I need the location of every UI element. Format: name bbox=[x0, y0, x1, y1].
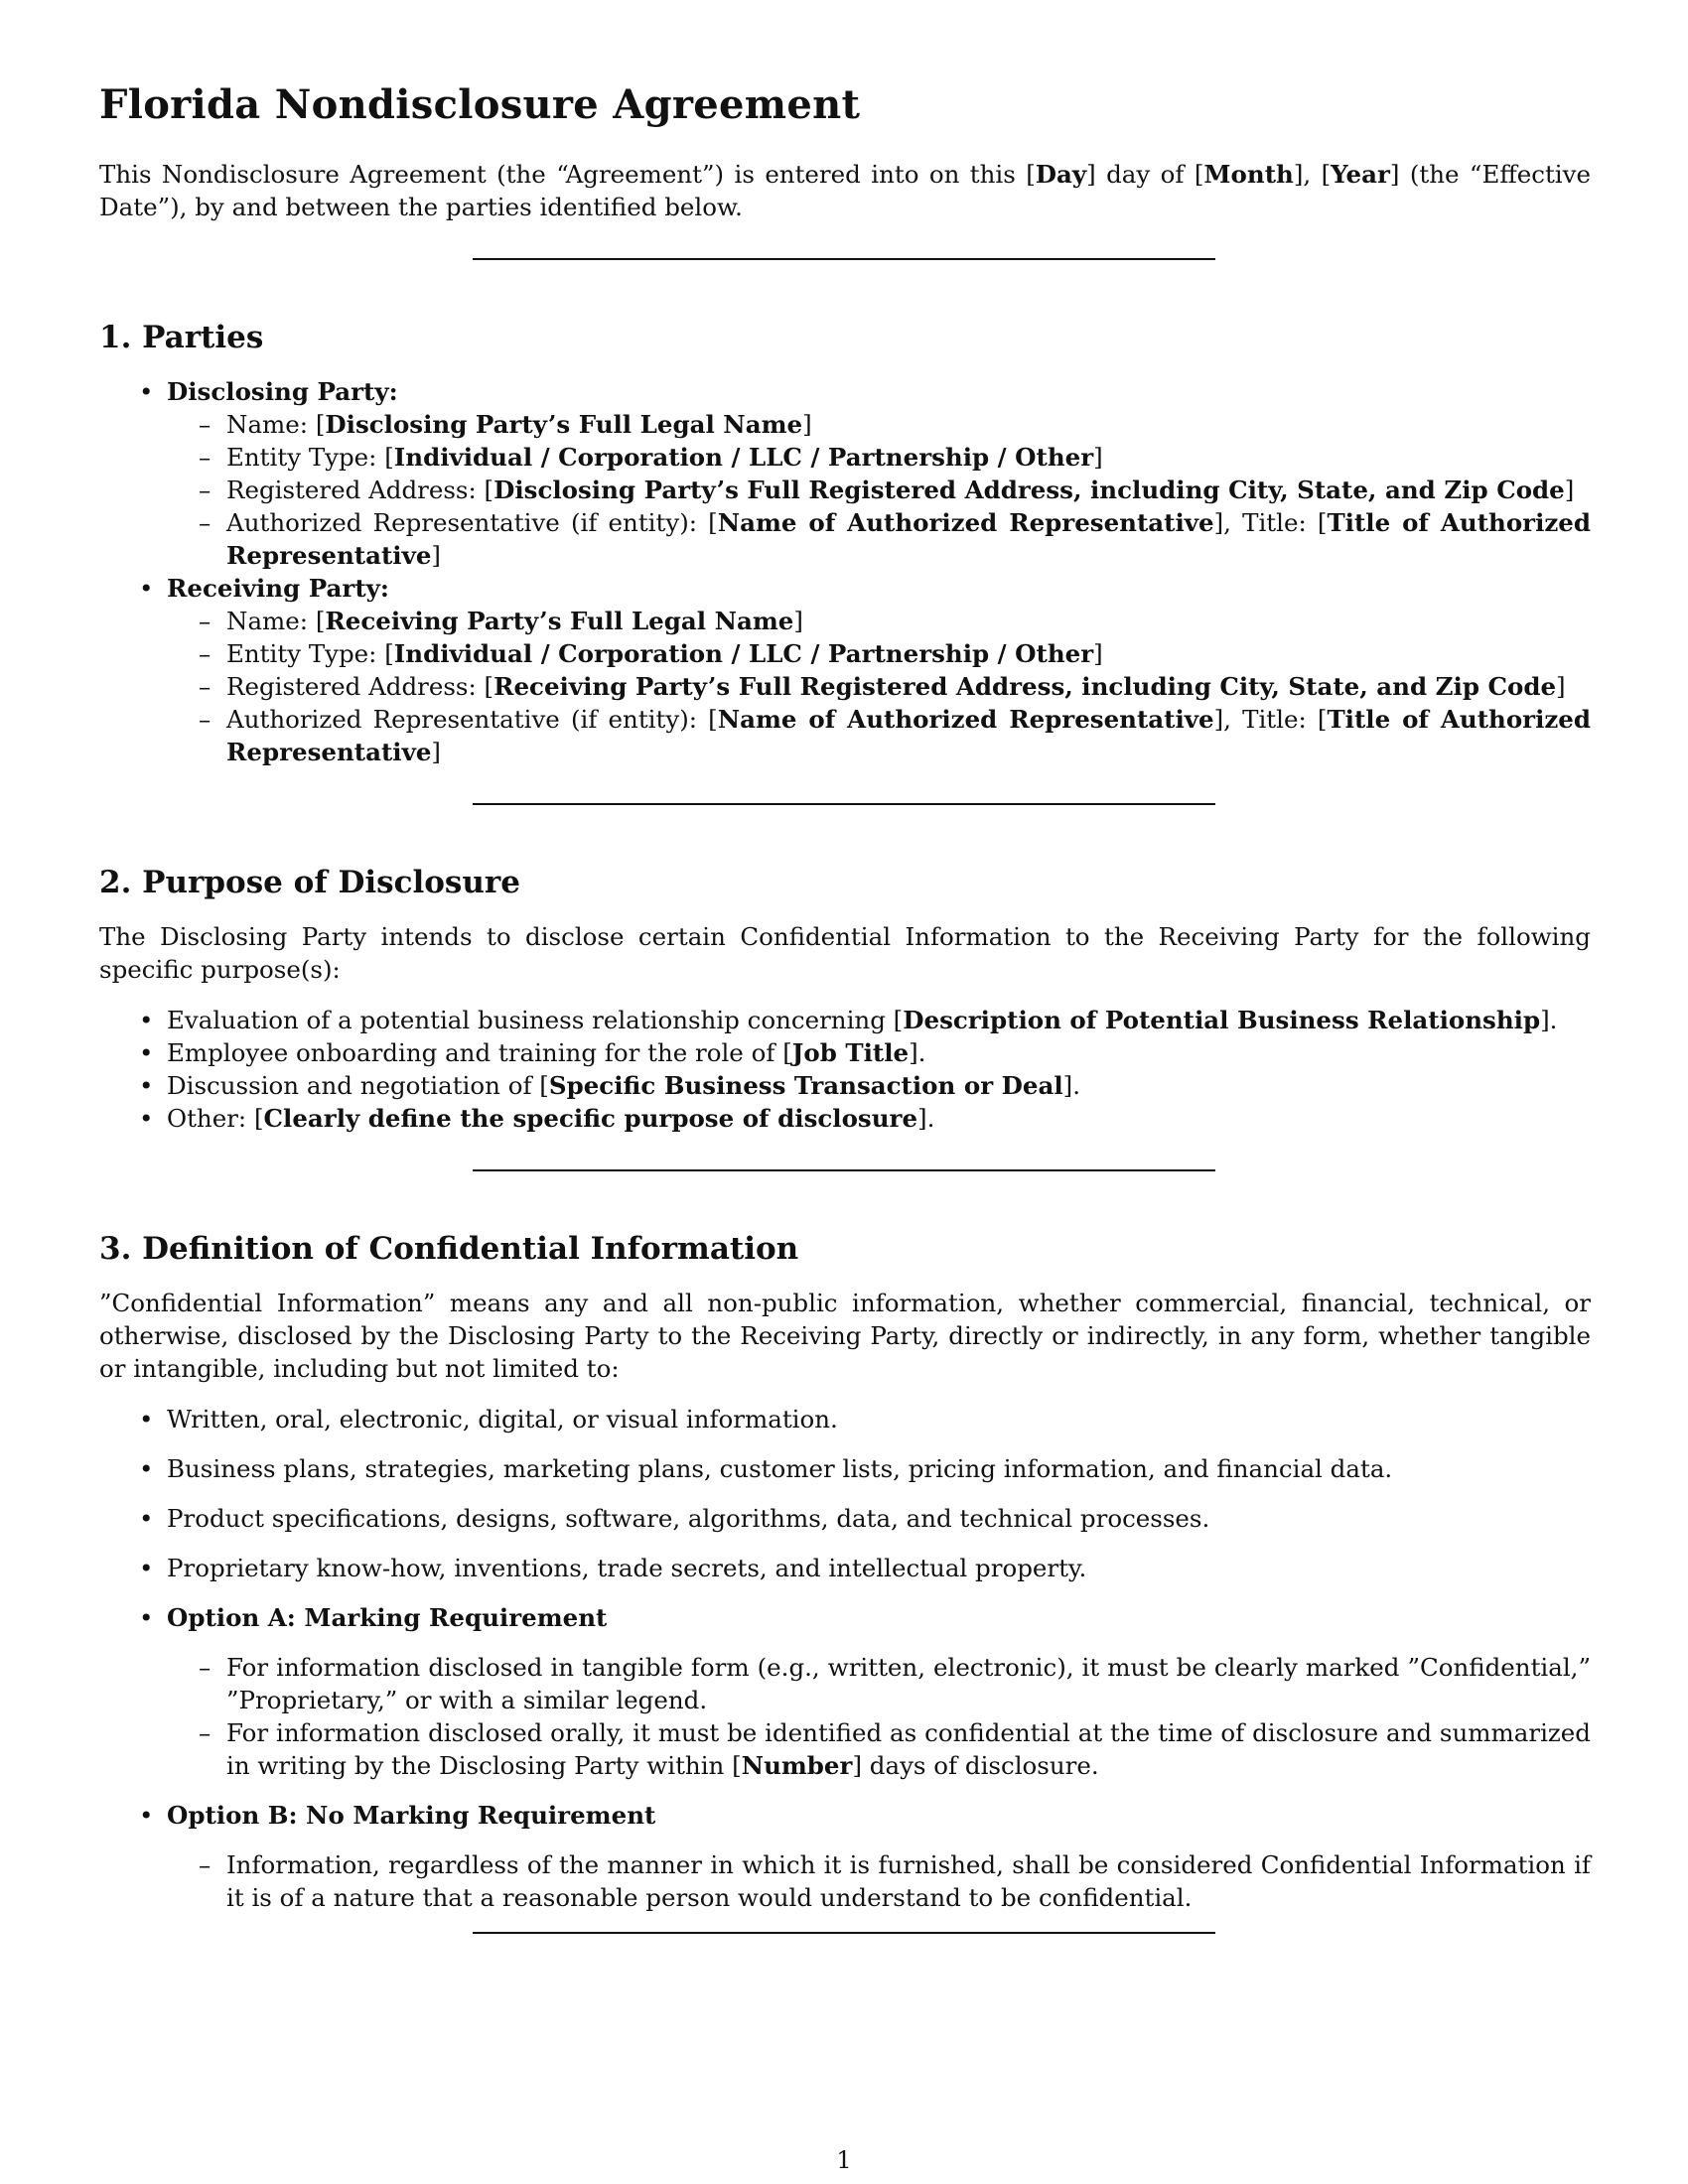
section-title: 2. Purpose of Disclosure bbox=[99, 865, 520, 900]
disclosing-address-line bbox=[167, 474, 1591, 506]
item-text: Discussion and negotiation of [ bbox=[167, 1071, 549, 1100]
list-item bbox=[99, 1036, 1591, 1069]
option-b-text: – Information, regardless of the manner in which it is furnished, shall be considered Confidential Information if it is of a nature that a reasonable person would understand to be confidential. bbox=[167, 1848, 1591, 1914]
receiving-entity-line bbox=[167, 637, 1591, 670]
disclosing-representative-line bbox=[167, 506, 1591, 572]
item-text: Evaluation of a potential business relationship concerning [ bbox=[167, 1006, 904, 1034]
section-title: 1. Parties bbox=[99, 320, 264, 355]
bracket: ] bbox=[431, 738, 441, 766]
list-item bbox=[99, 1069, 1591, 1102]
list-item: • Written, oral, electronic, digital, or visual information. bbox=[99, 1403, 1591, 1435]
bracket: ] bbox=[431, 541, 441, 570]
field-placeholder: Title of Authorized Representative bbox=[226, 705, 1592, 766]
receiving-party-details bbox=[167, 605, 1591, 768]
field-label: Name: [ bbox=[226, 410, 326, 439]
definition-paragraph: ”Confidential Information” means any and all non-public information, whether commercial, financial, technical, or otherwise, disclosed by the Disclosing Party to the Receiving Party, directly or indirectly, in any form, whether tangible or intangible, including but not limited to: bbox=[99, 1289, 1591, 1383]
section-divider bbox=[473, 1169, 1215, 1171]
disclosing-name-line bbox=[167, 408, 1591, 441]
intro-text-3: ], [ bbox=[1293, 160, 1332, 189]
option-a-oral bbox=[167, 1716, 1591, 1782]
section-parties bbox=[99, 320, 1591, 768]
field-placeholder: Name of Authorized Representative bbox=[717, 705, 1214, 734]
bracket: ] bbox=[1564, 476, 1575, 504]
item-close: ]. bbox=[1062, 1071, 1081, 1100]
page-number: 1 bbox=[836, 2146, 852, 2174]
item-close: ]. bbox=[909, 1038, 926, 1067]
option-b-item bbox=[99, 1799, 1591, 1914]
field-placeholder: Individual / Corporation / LLC / Partnership / Other bbox=[393, 639, 1094, 668]
list-item: • Business plans, strategies, marketing plans, customer lists, pricing information, and financial data. bbox=[99, 1452, 1591, 1485]
year-placeholder: Year bbox=[1331, 160, 1390, 189]
item-text: For information disclosed orally, it must be identified as confidential at the time of disclosure and summarized in writing by the Disclosing Party within [ bbox=[226, 1718, 1591, 1780]
section-definition bbox=[99, 1231, 1591, 1914]
item-placeholder: Specific Business Transaction or Deal bbox=[548, 1071, 1063, 1100]
item-text: Other: [ bbox=[167, 1104, 264, 1133]
item-close: ] days of disclosure. bbox=[852, 1751, 1099, 1780]
field-label: Authorized Representative (if entity): [ bbox=[226, 508, 718, 537]
day-placeholder: Day bbox=[1035, 160, 1087, 189]
list-item bbox=[99, 1102, 1591, 1135]
disclosing-entity-line bbox=[167, 441, 1591, 474]
option-a-tangible: – For information disclosed in tangible form (e.g., written, electronic), it must be clearly marked ”Confidential,” ”Proprietary,” or with a similar legend. bbox=[167, 1651, 1591, 1716]
list-item: • Proprietary know-how, inventions, trade secrets, and intellectual property. bbox=[99, 1552, 1591, 1584]
option-b-label: Option B: No Marking Requirement bbox=[167, 1801, 656, 1830]
section-purpose bbox=[99, 865, 1591, 1135]
field-label: Registered Address: [ bbox=[226, 672, 494, 701]
item-placeholder: Job Title bbox=[791, 1038, 910, 1067]
item-close: ]. bbox=[917, 1104, 935, 1133]
document-page bbox=[99, 81, 1591, 1934]
number-placeholder: Number bbox=[741, 1751, 853, 1780]
option-a-label: Option A: Marking Requirement bbox=[167, 1603, 608, 1632]
item-close: ]. bbox=[1540, 1006, 1558, 1034]
disclosing-party-item bbox=[99, 375, 1591, 572]
field-placeholder: Name of Authorized Representative bbox=[717, 508, 1214, 537]
bracket: ] bbox=[1093, 639, 1103, 668]
bracket: ] bbox=[793, 607, 803, 635]
bracket: ] bbox=[802, 410, 812, 439]
section-title: 3. Definition of Confidential Information bbox=[99, 1231, 799, 1267]
field-label: ], Title: [ bbox=[1213, 508, 1328, 537]
receiving-name-line bbox=[167, 605, 1591, 637]
disclosing-party-label: Disclosing Party: bbox=[167, 377, 398, 406]
bracket: ] bbox=[1093, 443, 1103, 472]
item-placeholder: Description of Potential Business Relationship bbox=[903, 1006, 1541, 1034]
field-placeholder: Disclosing Party’s Full Registered Address, including City, State, and Zip Code bbox=[493, 476, 1565, 504]
month-placeholder: Month bbox=[1203, 160, 1294, 189]
purpose-list bbox=[99, 1004, 1591, 1135]
section-divider bbox=[473, 258, 1215, 260]
receiving-address-line bbox=[167, 670, 1591, 703]
parties-list bbox=[99, 375, 1591, 768]
intro-text-4: ] (the “Effective Date”), by and between the parties identified below. bbox=[99, 160, 1591, 221]
intro-text-2: ] day of [ bbox=[1086, 160, 1204, 189]
option-b-details bbox=[167, 1848, 1591, 1914]
section-divider bbox=[473, 803, 1215, 805]
document-title: Florida Nondisclosure Agreement bbox=[99, 81, 861, 128]
item-placeholder: Clearly define the specific purpose of disclosure bbox=[263, 1104, 918, 1133]
definition-list bbox=[99, 1403, 1591, 1914]
option-a-item bbox=[99, 1601, 1591, 1782]
purpose-paragraph: The Disclosing Party intends to disclose certain Confidential Information to the Receiving Party for the following specific purpose(s): bbox=[99, 922, 1591, 984]
field-label: Registered Address: [ bbox=[226, 476, 494, 504]
field-placeholder: Receiving Party’s Full Legal Name bbox=[325, 607, 794, 635]
field-label: Name: [ bbox=[226, 607, 326, 635]
intro-text-1: This Nondisclosure Agreement (the “Agreement”) is entered into on this [ bbox=[99, 160, 1036, 189]
receiving-party-item bbox=[99, 572, 1591, 768]
field-placeholder: Title of Authorized Representative bbox=[226, 508, 1592, 570]
field-placeholder: Receiving Party’s Full Registered Address, including City, State, and Zip Code bbox=[493, 672, 1557, 701]
receiving-representative-line bbox=[167, 703, 1591, 768]
field-placeholder: Individual / Corporation / LLC / Partnership / Other bbox=[393, 443, 1094, 472]
list-item bbox=[99, 1004, 1591, 1036]
field-label: Authorized Representative (if entity): [ bbox=[226, 705, 718, 734]
field-label: ], Title: [ bbox=[1213, 705, 1328, 734]
section-divider bbox=[473, 1932, 1215, 1934]
disclosing-party-details bbox=[167, 408, 1591, 572]
intro-paragraph bbox=[99, 158, 1591, 223]
receiving-party-label: Receiving Party: bbox=[167, 574, 389, 603]
field-placeholder: Disclosing Party’s Full Legal Name bbox=[325, 410, 803, 439]
item-text: Employee onboarding and training for the role of [ bbox=[167, 1038, 792, 1067]
list-item: • Product specifications, designs, software, algorithms, data, and technical processes. bbox=[99, 1502, 1591, 1535]
field-label: Entity Type: [ bbox=[226, 639, 394, 668]
option-a-details bbox=[167, 1651, 1591, 1782]
bracket: ] bbox=[1556, 672, 1566, 701]
field-label: Entity Type: [ bbox=[226, 443, 394, 472]
